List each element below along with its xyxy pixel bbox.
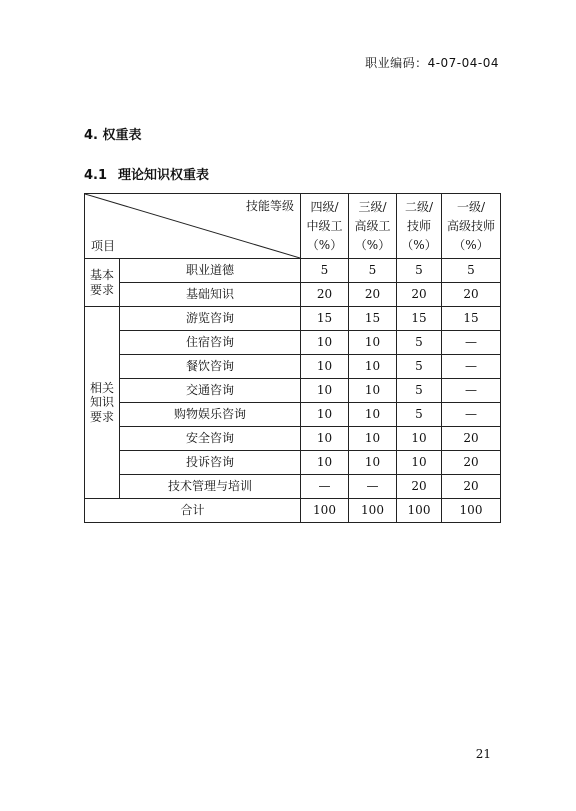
total-value: 100 [349,499,397,523]
row-item: 基础知识 [120,283,301,307]
cell-value: 10 [349,331,397,355]
cell-value: 20 [442,283,501,307]
total-row [85,499,501,523]
cell-value: 5 [301,259,349,283]
cell-value: 20 [442,475,501,499]
cell-value: 10 [301,427,349,451]
occupation-code: 职业编码：4-07-04-04 [365,56,499,70]
table-row [85,355,501,379]
row-item: 交通咨询 [120,379,301,403]
table-row [85,259,501,283]
table-row [85,451,501,475]
cell-value: 5 [397,355,442,379]
corner-skill-level-label: 技能等级 [245,199,294,213]
table-row [85,283,501,307]
row-item: 投诉咨询 [120,451,301,475]
total-label: 合计 [85,499,301,523]
corner-item-label: 项目 [91,238,116,253]
cell-value: 5 [397,259,442,283]
level-header-1: 一级/ 高级技师 （%） [442,194,501,259]
cell-value: 20 [349,283,397,307]
total-value: 100 [301,499,349,523]
total-value: 100 [397,499,442,523]
cell-value: 10 [301,379,349,403]
cell-value: 15 [397,307,442,331]
cell-value: — [442,379,501,403]
cell-value: 10 [397,451,442,475]
cell-value: 10 [349,451,397,475]
table-row [85,427,501,451]
level-header-2: 二级/ 技师 （%） [397,194,442,259]
subsection-title [84,164,209,183]
row-item: 餐饮咨询 [120,355,301,379]
cell-value: — [442,331,501,355]
cell-value: 15 [301,307,349,331]
cell-value: 5 [397,403,442,427]
theory-weight-table [84,193,501,523]
row-item: 购物娱乐咨询 [120,403,301,427]
cell-value: 20 [397,475,442,499]
cell-value: — [442,403,501,427]
section-title: 4. 权重表 [84,128,142,143]
cell-value: 5 [397,379,442,403]
level-header-3: 三级/ 高级工 （%） [349,194,397,259]
page-number: 21 [475,747,491,761]
cell-value: 10 [301,403,349,427]
group-related-knowledge: 相关 知识 要求 [85,307,120,499]
cell-value: — [349,475,397,499]
cell-value: 5 [442,259,501,283]
cell-value: 20 [442,451,501,475]
cell-value: 20 [301,283,349,307]
corner-header-cell [85,194,301,259]
cell-value: 10 [349,427,397,451]
row-item: 安全咨询 [120,427,301,451]
total-value: 100 [442,499,501,523]
table-row [85,307,501,331]
cell-value: 15 [349,307,397,331]
level-header-4: 四级/ 中级工 （%） [301,194,349,259]
cell-value: 10 [301,355,349,379]
cell-value: 10 [397,427,442,451]
table-row [85,331,501,355]
table-row [85,475,501,499]
cell-value: 15 [442,307,501,331]
cell-value: 10 [349,403,397,427]
cell-value: 10 [349,355,397,379]
cell-value: 10 [301,331,349,355]
row-item: 住宿咨询 [120,331,301,355]
cell-value: 10 [301,451,349,475]
cell-value: 5 [349,259,397,283]
group-basic-requirements: 基本 要求 [85,259,120,307]
subsection-number: 4.1 [84,168,108,183]
cell-value: — [301,475,349,499]
table-row [85,379,501,403]
row-item: 职业道德 [120,259,301,283]
cell-value: 5 [397,331,442,355]
cell-value: 20 [397,283,442,307]
table-row [85,403,501,427]
cell-value: — [442,355,501,379]
row-item: 技术管理与培训 [120,475,301,499]
cell-value: 20 [442,427,501,451]
table-header-row [85,194,501,259]
subsection-text: 理论知识权重表 [118,168,210,183]
row-item: 游览咨询 [120,307,301,331]
cell-value: 10 [349,379,397,403]
